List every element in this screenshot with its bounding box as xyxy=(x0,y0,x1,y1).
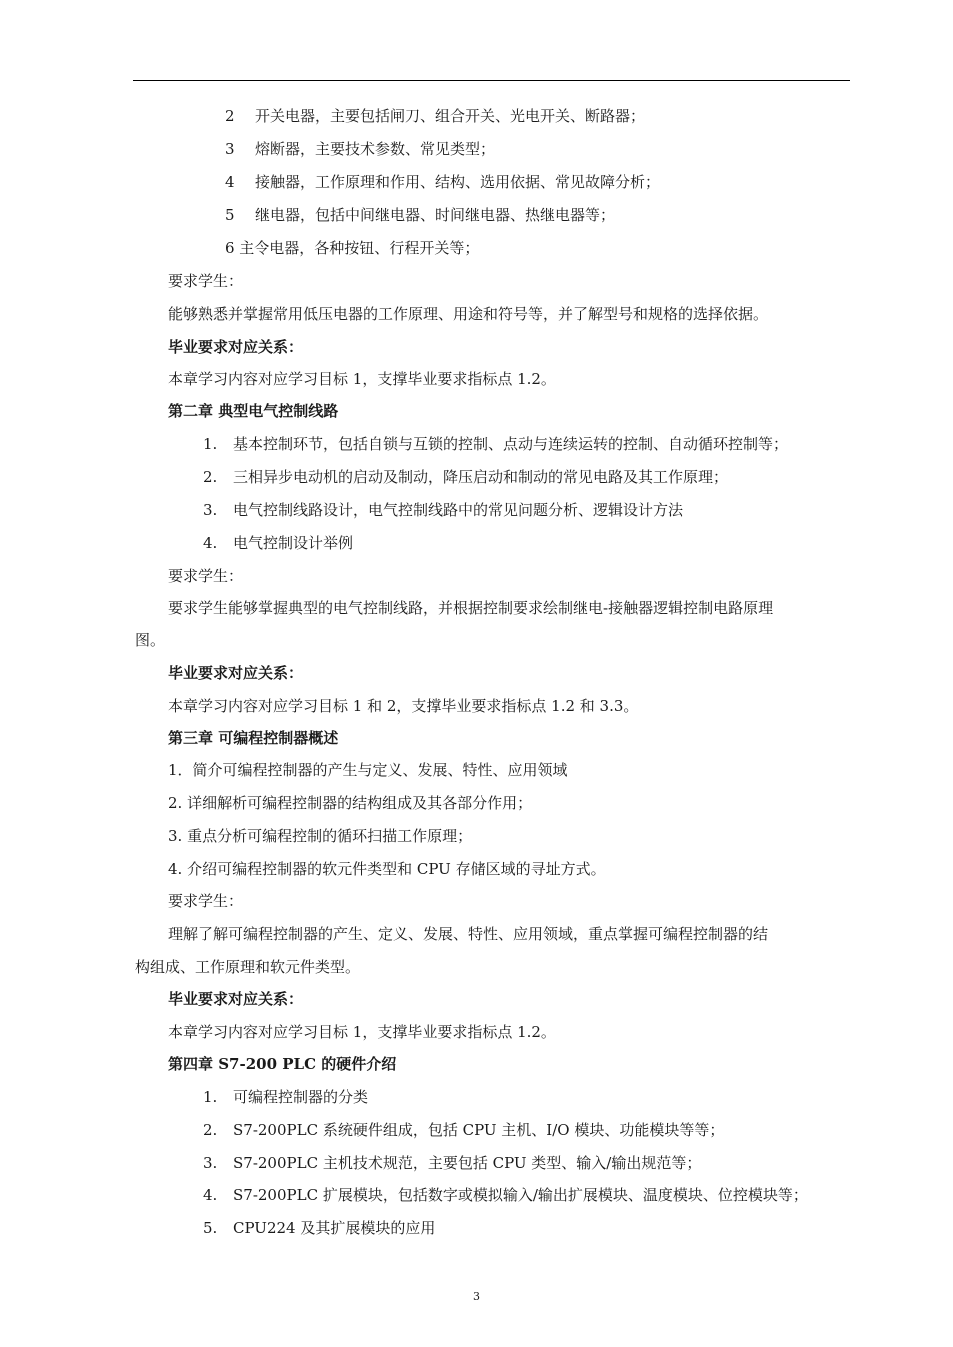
list-text: 可编程控制器的分类 xyxy=(233,1088,369,1106)
graduation-heading: 毕业要求对应关系： xyxy=(168,990,304,1008)
requirement-text: 能够熟悉并掌握常用低压电器的工作原理、用途和符号等，并了解型号和规格的选择依据。 xyxy=(168,305,769,323)
requirement-text: 理解了解可编程控制器的产生、定义、发展、特性、应用领域，重点掌握可编程控制器的结 xyxy=(168,925,769,943)
page-number: 3 xyxy=(473,1290,480,1303)
list-number: 2. xyxy=(203,468,218,486)
list-text: 电气控制线路设计，电气控制线路中的常见问题分析、逻辑设计方法 xyxy=(233,501,684,519)
list-number: 1. xyxy=(203,1088,218,1106)
list-number: 3. xyxy=(203,501,218,519)
list-item xyxy=(203,1118,724,1142)
list-text: S7-200PLC 系统硬件组成，包括 CPU 主机、I/O 模块、功能模块等等； xyxy=(233,1121,725,1139)
list-number: 3 xyxy=(225,140,235,158)
graduation-heading: 毕业要求对应关系： xyxy=(168,664,304,682)
list-text: 接触器，工作原理和作用、结构、选用依据、常见故障分析； xyxy=(255,173,661,191)
list-item xyxy=(203,465,728,489)
chapter-title: 第四章 S7-200 PLC 的硬件介绍 xyxy=(168,1055,397,1073)
graduation-heading: 毕业要求对应关系： xyxy=(168,338,304,356)
graduation-text: 本章学习内容对应学习目标 1，支撑毕业要求指标点 1.2。 xyxy=(168,370,556,388)
list-item xyxy=(203,1183,808,1207)
list-item xyxy=(225,203,615,227)
list-number: 4. xyxy=(203,534,218,552)
requirement-text: 要求学生能够掌握典型的电气控制线路，并根据控制要求绘制继电-接触器逻辑控制电路原理 xyxy=(168,599,774,617)
requirement-text: 图。 xyxy=(135,631,166,649)
list-item xyxy=(203,498,683,522)
list-item xyxy=(203,531,353,555)
graduation-text: 本章学习内容对应学习目标 1 和 2，支撑毕业要求指标点 1.2 和 3.3。 xyxy=(168,697,639,715)
list-text: S7-200PLC 主机技术规范，主要包括 CPU 类型、输入/输出规范等； xyxy=(233,1154,702,1172)
list-item xyxy=(203,432,788,456)
list-text: S7-200PLC 扩展模块，包括数字或模拟输入/输出扩展模块、温度模块、位控模块等； xyxy=(233,1186,808,1204)
list-text: 三相异步电动机的启动及制动，降压启动和制动的常见电路及其工作原理； xyxy=(233,468,729,486)
requirement-label: 要求学生： xyxy=(168,892,244,910)
list-item: 3. 重点分析可编程控制的循环扫描工作原理； xyxy=(168,827,473,845)
list-item xyxy=(225,137,495,161)
list-item xyxy=(203,1216,435,1240)
list-number: 2 xyxy=(225,107,235,125)
list-number: 4. xyxy=(203,1186,218,1204)
list-text: 基本控制环节，包括自锁与互锁的控制、点动与连续运转的控制、自动循环控制等； xyxy=(233,435,789,453)
list-item xyxy=(203,1085,368,1109)
list-item: 4. 介绍可编程控制器的软元件类型和 CPU 存储区域的寻址方式。 xyxy=(168,860,606,878)
list-item: 1．简介可编程控制器的产生与定义、发展、特性、应用领域 xyxy=(168,761,568,779)
list-text: 开关电器，主要包括闸刀、组合开关、光电开关、断路器； xyxy=(255,107,646,125)
list-number: 1. xyxy=(203,435,218,453)
list-number: 5 xyxy=(225,206,235,224)
requirement-label: 要求学生： xyxy=(168,272,244,290)
list-item: 6 主令电器，各种按钮、行程开关等； xyxy=(225,239,480,257)
graduation-text: 本章学习内容对应学习目标 1，支撑毕业要求指标点 1.2。 xyxy=(168,1023,556,1041)
chapter-title: 第三章 可编程控制器概述 xyxy=(168,729,339,747)
header-rule xyxy=(133,80,850,81)
requirement-text: 构组成、工作原理和软元件类型。 xyxy=(135,958,361,976)
list-text: 熔断器，主要技术参数、常见类型； xyxy=(255,140,496,158)
list-item xyxy=(225,104,645,128)
list-number: 5. xyxy=(203,1219,218,1237)
list-number: 3. xyxy=(203,1154,218,1172)
list-item xyxy=(225,170,660,194)
list-number: 2. xyxy=(203,1121,218,1139)
list-text: 电气控制设计举例 xyxy=(233,534,354,552)
list-item: 2. 详细解析可编程控制器的结构组成及其各部分作用； xyxy=(168,794,533,812)
requirement-label: 要求学生： xyxy=(168,567,244,585)
list-text: 继电器，包括中间继电器、时间继电器、热继电器等； xyxy=(255,206,616,224)
chapter-title: 第二章 典型电气控制线路 xyxy=(168,402,339,420)
list-text: CPU224 及其扩展模块的应用 xyxy=(233,1219,436,1237)
list-item xyxy=(203,1151,701,1175)
list-number: 4 xyxy=(225,173,235,191)
